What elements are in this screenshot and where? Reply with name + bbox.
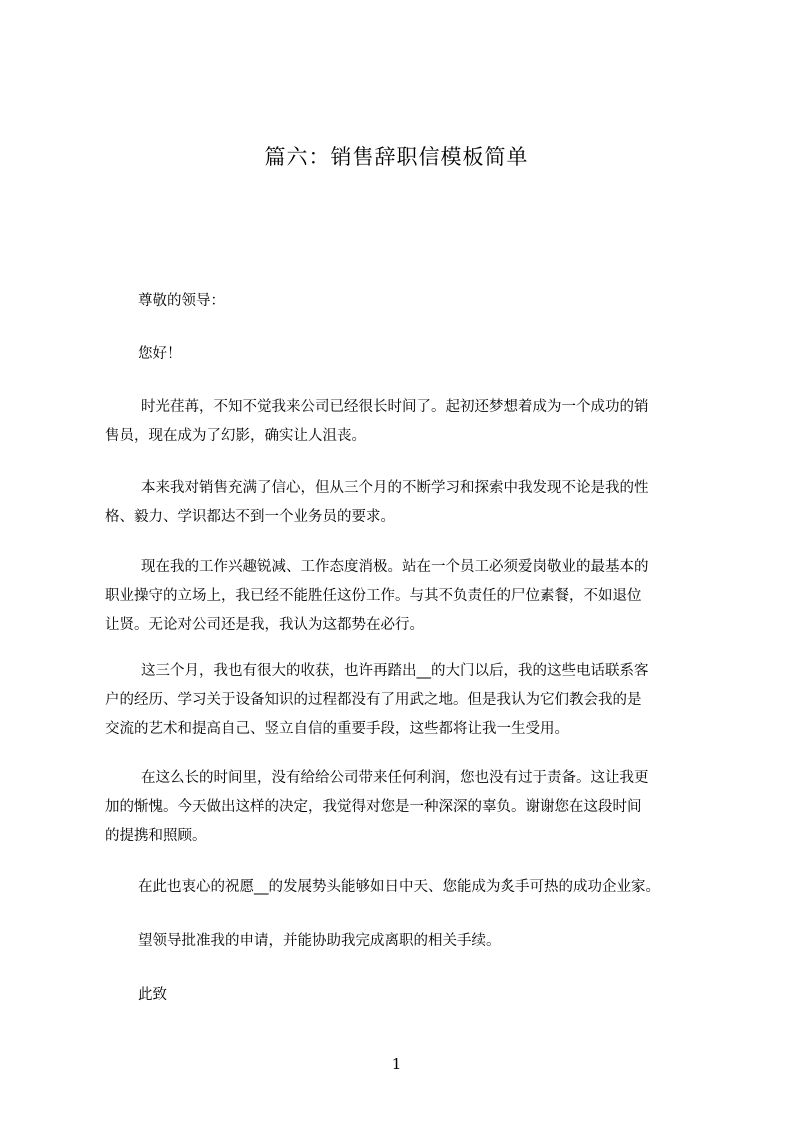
greeting: [105, 287, 734, 316]
paragraph-6: [105, 873, 701, 902]
paragraph-line: 职业操守的立场上，我已经不能胜任这份工作。与其不负责任的尸位素餐，不如退位: [105, 588, 642, 604]
hello-text: 您好！: [138, 346, 182, 362]
page-number: 1: [391, 1055, 402, 1073]
hello-line: [105, 340, 734, 369]
paragraph-line: 交流的艺术和提高自己、竖立自信的重要手段，这些都将让我一生受用。: [105, 721, 569, 737]
document-title: 篇六：销售辞职信模板简单: [264, 145, 529, 169]
paragraph-line: 这三个月，我也有很大的收获，也许再踏出__的大门以后，我的这些电话联系客: [141, 663, 649, 679]
paragraph-line: 格、毅力、学识都达不到一个业务员的要求。: [105, 509, 395, 525]
paragraph-line: 此致: [138, 987, 167, 1003]
paragraph-line: 让贤。无论对公司还是我，我认为这都势在必行。: [105, 617, 424, 633]
paragraph-line: 时光荏苒，不知不觉我来公司已经很长时间了。起初还梦想着成为一个成功的销: [141, 399, 649, 415]
paragraph-line: 本来我对销售充满了信心，但从三个月的不断学习和探索中我发现不论是我的性: [141, 480, 649, 496]
paragraph-8: [105, 981, 701, 1010]
paragraph-5: [105, 764, 701, 851]
paragraph-line: 的提携和照顾。: [105, 828, 207, 844]
paragraph-2: [105, 474, 701, 532]
paragraph-4: [105, 657, 701, 744]
paragraph-1: [105, 393, 701, 451]
paragraph-line: 望领导批准我的申请，并能协助我完成离职的相关手续。: [138, 933, 501, 949]
paragraph-3: [105, 553, 701, 640]
paragraph-line: 售员，现在成为了幻影，确实让人沮丧。: [105, 428, 366, 444]
paragraph-line: 在这么长的时间里，没有给给公司带来任何利润，您也没有过于责备。这让我更: [141, 770, 649, 786]
paragraph-line: 加的惭愧。今天做出这样的决定，我觉得对您是一种深深的辜负。谢谢您在这段时间: [105, 799, 642, 815]
paragraph-line: 现在我的工作兴趣锐减、工作态度消极。站在一个员工必须爱岗敬业的最基本的: [141, 559, 649, 575]
paragraph-7: [105, 927, 701, 956]
paragraph-line: 户的经历、学习关于设备知识的过程都没有了用武之地。但是我认为它们教会我的是: [105, 692, 642, 708]
greeting-line: 尊敬的领导：: [138, 293, 225, 309]
paragraph-line: 在此也衷心的祝愿__的发展势头能够如日中天、您能成为炙手可热的成功企业家。: [138, 879, 660, 895]
